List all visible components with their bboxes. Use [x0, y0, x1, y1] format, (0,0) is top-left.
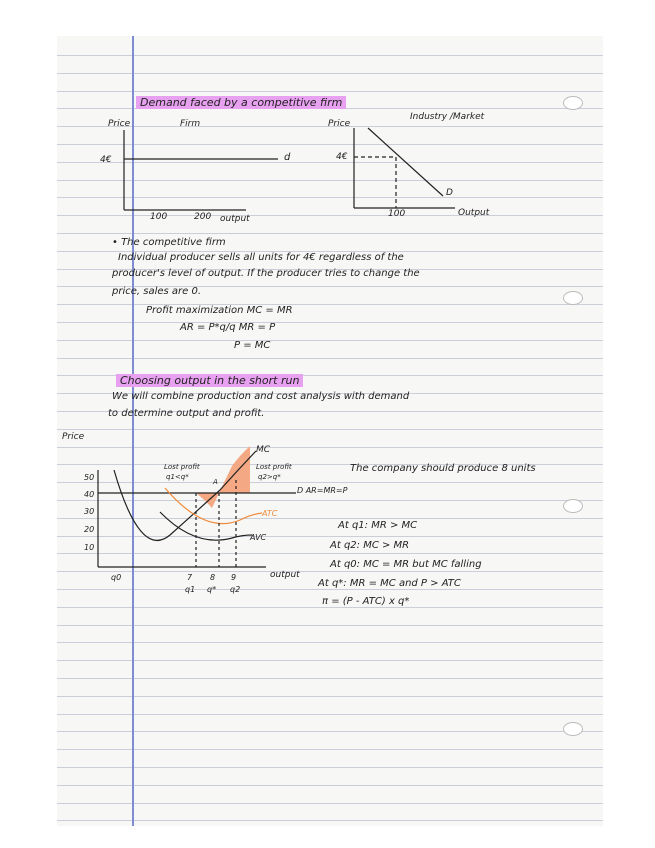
firm-x-label: output	[220, 214, 250, 224]
firm-graph-y-label: Price	[108, 119, 131, 129]
area-a-label: A	[213, 478, 218, 486]
right-note: π = (P - ATC) x q*	[322, 596, 410, 607]
market-graph-y-label: Price	[328, 119, 351, 129]
avc-curve	[160, 512, 252, 540]
market-demand-line	[368, 128, 443, 196]
intro-line: We will combine production and cost analysis with demand	[112, 391, 410, 402]
p-mc-line: P = MC	[234, 340, 271, 351]
sr-x-tick-q2: q2	[230, 585, 241, 594]
note-line: • The competitive firm	[112, 237, 226, 248]
atc-label: ATC	[262, 509, 278, 518]
intro-line: to determine output and profit.	[108, 408, 265, 419]
sr-x-label: output	[270, 570, 300, 580]
short-run-graph	[98, 446, 296, 567]
firm-demand-label: d	[284, 152, 291, 163]
market-graph	[354, 128, 455, 208]
sr-y-tick: 20	[84, 525, 95, 534]
demand-ar-mr-p-label: D AR=MR=P	[297, 486, 348, 495]
sr-x-tick-q1: q1	[185, 585, 196, 594]
market-x-tick-100: 100	[388, 209, 406, 219]
lost-profit-left-area	[196, 493, 219, 508]
sr-y-tick: 10	[84, 543, 95, 552]
note-line: price, sales are 0.	[112, 286, 202, 297]
firm-x-tick-100: 100	[150, 212, 168, 222]
market-demand-label: D	[446, 188, 453, 198]
right-note: The company should produce 8 units	[350, 463, 536, 474]
firm-graph	[124, 130, 278, 210]
ar-mr-line: AR = P*q/q MR = P	[180, 322, 276, 333]
note-line: producer's level of output. If the producer tries to change the	[112, 268, 420, 279]
sr-y-tick: 30	[84, 507, 95, 516]
sr-y-tick: 40	[84, 490, 95, 499]
market-graph-title: Industry /Market	[410, 112, 485, 122]
section2-title: Choosing output in the short run	[116, 374, 303, 387]
sr-x-tick-9: 9	[231, 573, 237, 582]
market-x-label: Output	[458, 208, 490, 218]
right-note: At q1: MR > MC	[338, 520, 418, 531]
right-note: At q2: MC > MR	[330, 540, 410, 551]
profit-max-line: Profit maximization MC = MR	[146, 305, 293, 316]
market-graph-price-tick: 4€	[336, 152, 348, 162]
right-note: At q*: MR = MC and P > ATC	[318, 578, 461, 589]
right-note: At q0: MC = MR but MC falling	[330, 559, 482, 570]
lost-profit-right-cond: q2>q*	[258, 473, 281, 481]
mc-label: MC	[256, 445, 271, 455]
lost-profit-left-cond: q1<q*	[166, 473, 189, 481]
sr-graph-y-label: Price	[62, 432, 85, 442]
sr-y-tick: 50	[84, 473, 95, 482]
firm-x-tick-200: 200	[194, 212, 212, 222]
lost-profit-left-label: Lost profit	[164, 463, 200, 471]
sr-x-tick-qstar: q*	[207, 585, 217, 594]
firm-graph-price-tick: 4€	[100, 155, 112, 165]
firm-graph-title: Firm	[180, 119, 201, 129]
sr-x-tick-7: 7	[187, 573, 193, 582]
sr-x-tick-8: 8	[210, 573, 216, 582]
section1-title: Demand faced by a competitive firm	[136, 96, 346, 109]
note-line: Individual producer sells all units for 4€ regardless of the	[118, 252, 404, 263]
avc-label: AVC	[250, 533, 267, 542]
lost-profit-right-label: Lost profit	[256, 463, 292, 471]
sr-x-tick-q0: q0	[111, 573, 122, 582]
